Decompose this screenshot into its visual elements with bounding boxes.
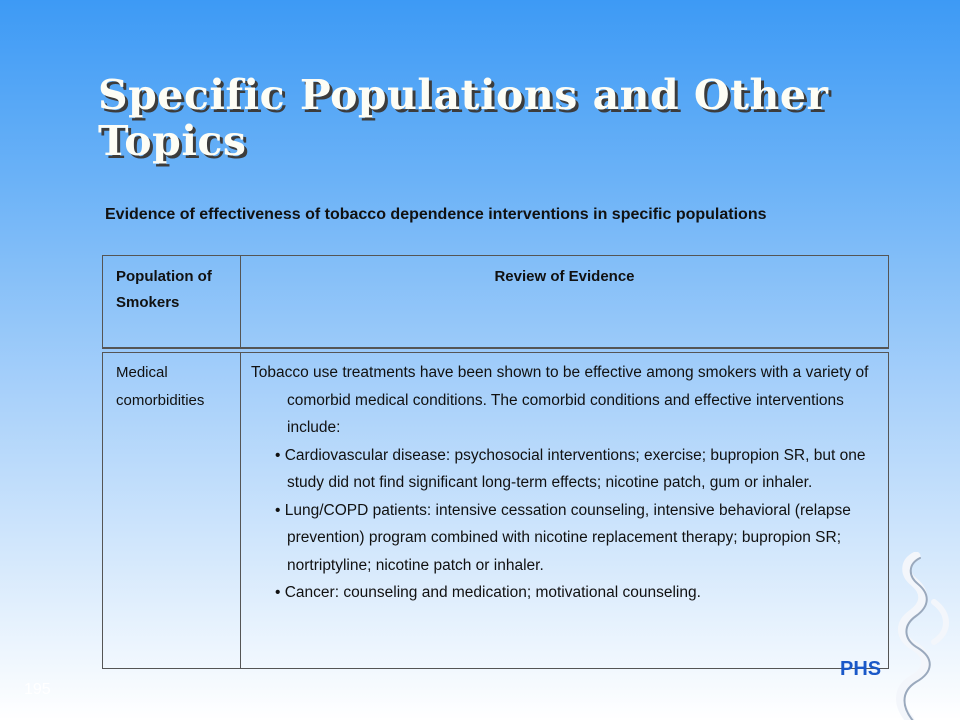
bullet-text: Cardiovascular disease: psychosocial interventions; exercise; bupropion SR, but one study did not find significant long-term effects; nicotine patch, gum or inhaler. xyxy=(284,446,866,491)
cell-review xyxy=(251,359,883,607)
bullet-lung-copd: • Lung/COPD patients: intensive cessation counseling, intensive behavioral (relapse prevention) program combined with nicotine replacement therapy; bupropion SR; nortriptyline; nicotine patch or inhaler. xyxy=(275,501,851,574)
slide-title: Specific Populations and Other Topics xyxy=(98,71,829,165)
cell-population: Medical comorbidities xyxy=(116,364,205,409)
table-caption: Evidence of effectiveness of tobacco dependence interventions in specific populations xyxy=(105,206,767,223)
phs-logo-icon xyxy=(838,552,960,720)
page-number: 195 xyxy=(24,681,51,698)
bullet-cancer: • Cancer: counseling and medication; motivational counseling. xyxy=(275,584,701,601)
bullet-text: Lung/COPD patients: intensive cessation counseling, intensive behavioral (relapse prevention) program combined with nicotine replacement therapy; bupropion SR; nortriptyline; nicotine patch or inhaler. xyxy=(284,501,851,574)
review-intro: Tobacco use treatments have been shown to be effective among smokers with a variety of comorbid medical conditions. The comorbid conditions and effective interventions include: xyxy=(251,364,869,436)
table-row xyxy=(102,352,889,669)
header-population: Population of Smokers xyxy=(116,268,212,311)
bullet-cardiovascular: • Cardiovascular disease: psychosocial interventions; exercise; bupropion SR, but one study did not find significant long-term effects; nicotine patch, gum or inhaler. xyxy=(275,446,866,491)
phs-logo-text: PHS xyxy=(840,658,882,680)
header-review-of-evidence: Review of Evidence xyxy=(494,268,635,285)
column-divider xyxy=(240,353,241,668)
bullet-text: Cancer: counseling and medication; motivational counseling. xyxy=(284,584,701,601)
table-header-row xyxy=(102,255,889,349)
